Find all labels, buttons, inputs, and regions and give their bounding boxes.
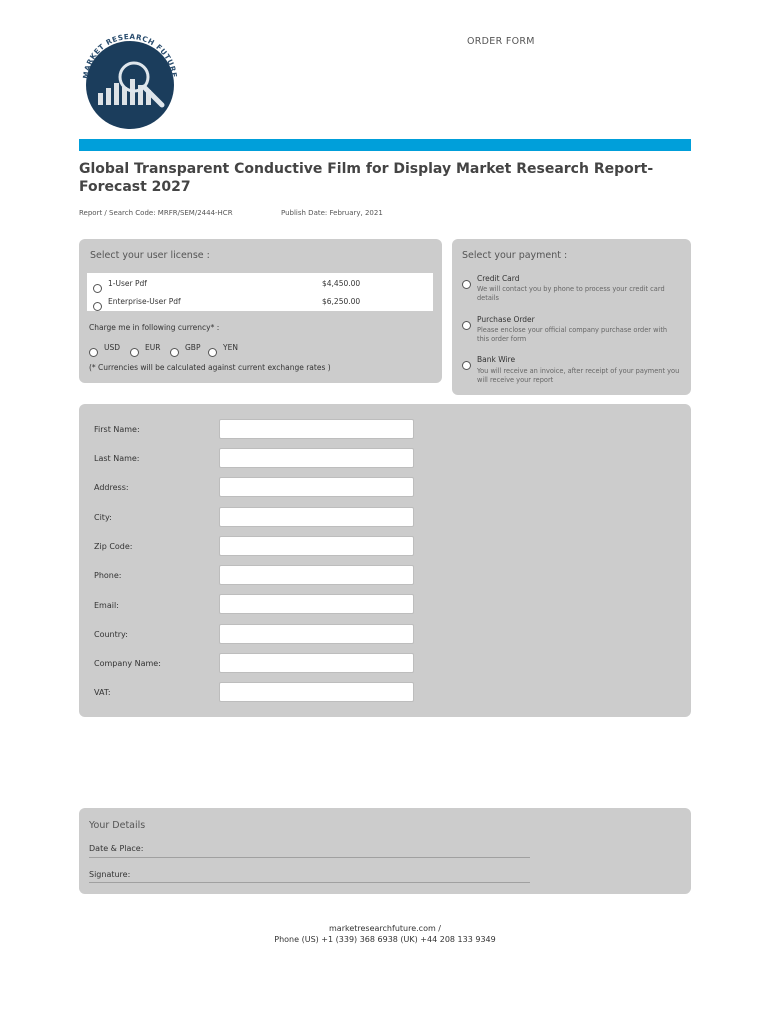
payment-option-label: Purchase Order [477, 315, 535, 324]
email-label: Email: [94, 601, 119, 610]
company-name-input[interactable] [219, 653, 414, 673]
currency-label-usd: USD [104, 343, 121, 352]
date-place-line[interactable] [89, 857, 530, 858]
email-input[interactable] [219, 594, 414, 614]
your-details-heading: Your Details [89, 820, 146, 831]
currency-label: Charge me in following currency* : [89, 323, 220, 332]
address-input[interactable] [219, 477, 414, 497]
license-option-1-user[interactable] [93, 278, 102, 297]
payment-option-desc: You will receive an invoice, after receipt of your payment you will receive your report [477, 367, 680, 384]
license-option-price: $6,250.00 [322, 297, 361, 306]
license-option-enterprise[interactable] [93, 296, 102, 315]
radio-icon[interactable] [462, 280, 471, 289]
currency-label-eur: EUR [145, 343, 161, 352]
first-name-label: First Name: [94, 425, 140, 434]
vat-label: VAT: [94, 688, 111, 697]
date-place-label: Date & Place: [89, 844, 144, 853]
city-label: City: [94, 513, 112, 522]
footer-website: marketresearchfuture.com / [329, 924, 441, 933]
radio-icon[interactable] [93, 302, 102, 311]
radio-icon[interactable] [130, 348, 139, 357]
vat-input[interactable] [219, 682, 414, 702]
phone-input[interactable] [219, 565, 414, 585]
company-name-label: Company Name: [94, 659, 161, 668]
license-option-label: Enterprise-User Pdf [108, 297, 181, 306]
signature-label: Signature: [89, 870, 131, 879]
payment-option-credit-card[interactable] [462, 274, 471, 293]
currency-option-eur[interactable] [130, 342, 139, 361]
phone-label: Phone: [94, 571, 122, 580]
footer-phone: Phone (US) +1 (339) 368 6938 (UK) +44 208 133 9349 [274, 935, 496, 944]
country-label: Country: [94, 630, 128, 639]
payment-option-desc: We will contact you by phone to process your credit card details [477, 285, 665, 302]
company-logo [78, 33, 182, 131]
last-name-label: Last Name: [94, 454, 140, 463]
country-input[interactable] [219, 624, 414, 644]
payment-option-purchase-order[interactable] [462, 315, 471, 334]
zip-code-label: Zip Code: [94, 542, 133, 551]
order-form-label: ORDER FORM [467, 36, 535, 47]
last-name-input[interactable] [219, 448, 414, 468]
publish-date: Publish Date: February, 2021 [281, 209, 383, 217]
radio-icon[interactable] [462, 361, 471, 370]
radio-icon[interactable] [89, 348, 98, 357]
first-name-input[interactable] [219, 419, 414, 439]
payment-heading: Select your payment : [462, 250, 568, 261]
city-input[interactable] [219, 507, 414, 527]
radio-icon[interactable] [208, 348, 217, 357]
zip-code-input[interactable] [219, 536, 414, 556]
radio-icon[interactable] [462, 321, 471, 330]
report-code: Report / Search Code: MRFR/SEM/2444-HCR [79, 209, 233, 217]
payment-option-label: Bank Wire [477, 355, 516, 364]
payment-option-label: Credit Card [477, 274, 520, 283]
currency-note: (* Currencies will be calculated against current exchange rates ) [89, 363, 331, 372]
payment-option-bank-wire[interactable] [462, 355, 471, 374]
currency-label-gbp: GBP [185, 343, 201, 352]
address-label: Address: [94, 483, 129, 492]
currency-label-yen: YEN [223, 343, 238, 352]
license-heading: Select your user license : [90, 250, 210, 261]
signature-line[interactable] [89, 882, 530, 883]
currency-option-gbp[interactable] [170, 342, 179, 361]
report-title: Global Transparent Conductive Film for Display Market Research Report-Forecast 2027 [79, 161, 654, 195]
radio-icon[interactable] [93, 284, 102, 293]
license-option-label: 1-User Pdf [108, 279, 147, 288]
logo-text: MARKET RESEARCH FUTURE [80, 33, 179, 80]
currency-option-usd[interactable] [89, 342, 98, 361]
payment-option-desc: Please enclose your official company purchase order with this order form [477, 326, 668, 343]
radio-icon[interactable] [170, 348, 179, 357]
accent-bar [79, 139, 691, 151]
currency-option-yen[interactable] [208, 342, 217, 361]
license-option-price: $4,450.00 [322, 279, 361, 288]
